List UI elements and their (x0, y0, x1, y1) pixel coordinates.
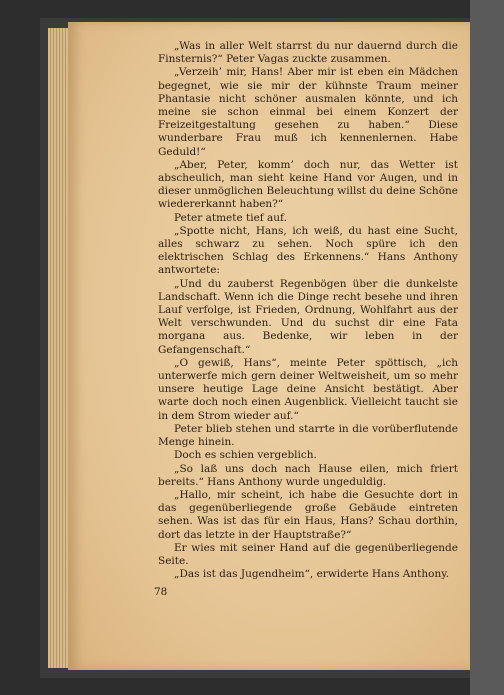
paragraph: Er wies mit seiner Hand auf die gegenüberliegende Seite. (158, 541, 458, 567)
paragraph: „Aber, Peter, komm’ doch nur, das Wetter ist abscheulich, man sieht keine Hand vor Augen, und in dieser unmöglichen Beleuchtung willst du deine Schöne wiedererkannt haben?“ (158, 158, 458, 211)
paragraph: Peter atmete tief auf. (174, 211, 287, 224)
paragraph: Peter blieb stehen und starrte in die vorüberflutende Menge hinein. (158, 422, 458, 449)
paragraph: „O gewiß, Hans“, meinte Peter spöttisch, „ich unterwerfe mich gern deiner Weltweisheit, um so mehr unsere heutige Lage deine Ansicht bestätigt. Aber warte doch noch einen Augenblick. Vielleicht taucht sie in dem Strom wieder auf.“ (158, 356, 458, 422)
page-number: 78 (154, 586, 168, 598)
paragraph: „Was in aller Welt starrst du nur dauernd durch die Finsternis?“ Peter Vagas zuckte zusammen. (158, 40, 458, 66)
body-text (158, 40, 458, 581)
paragraph: „Spotte nicht, Hans, ich weiß, du hast eine Sucht, alles schwarz zu sehen. Noch spüre ich den elektrischen Schlag des Erkennens.“ Hans Anthony antwortete: (158, 224, 458, 277)
book-page (68, 22, 470, 670)
paragraph: „Hallo, mir scheint, ich habe die Gesuchte dort in das gegenüberliegende große Gebäude eintreten sehen. Was ist das für ein Haus, Hans? Schau dorthin, dort das letzte in der Hauptstraße?“ (158, 488, 458, 541)
paragraph: Doch es schien vergeblich. (174, 449, 317, 462)
paragraph: „Das ist das Jugendheim“, erwiderte Hans Anthony. (174, 568, 450, 581)
background-strip (470, 0, 504, 695)
paragraph: „Und du zauberst Regenbögen über die dunkelste Landschaft. Wenn ich die Dinge recht besehe und ihren Lauf verfolge, ist Frieden, Ordnung, Wohlfahrt aus der Welt verschwunden. Und du suchst dir eine Fata morgana aus. Bedenke, wir leben in der Gefangenschaft.“ (158, 277, 458, 356)
paragraph: „Verzeih’ mir, Hans! Aber mir ist eben ein Mädchen begegnet, wie sie mir der kühnste Traum meiner Phantasie nicht schöner ausmalen könnte, und ich meine sie schon einmal bei einem Konzert der Freizeitgestaltung gesehen zu haben.“ Diese wunderbare Frau muß ich kennenlernen. Habe Geduld!“ (158, 66, 458, 158)
paragraph: „So laß uns doch nach Hause eilen, mich friert bereits.“ Hans Anthony wurde ungeduldig. (158, 462, 458, 488)
